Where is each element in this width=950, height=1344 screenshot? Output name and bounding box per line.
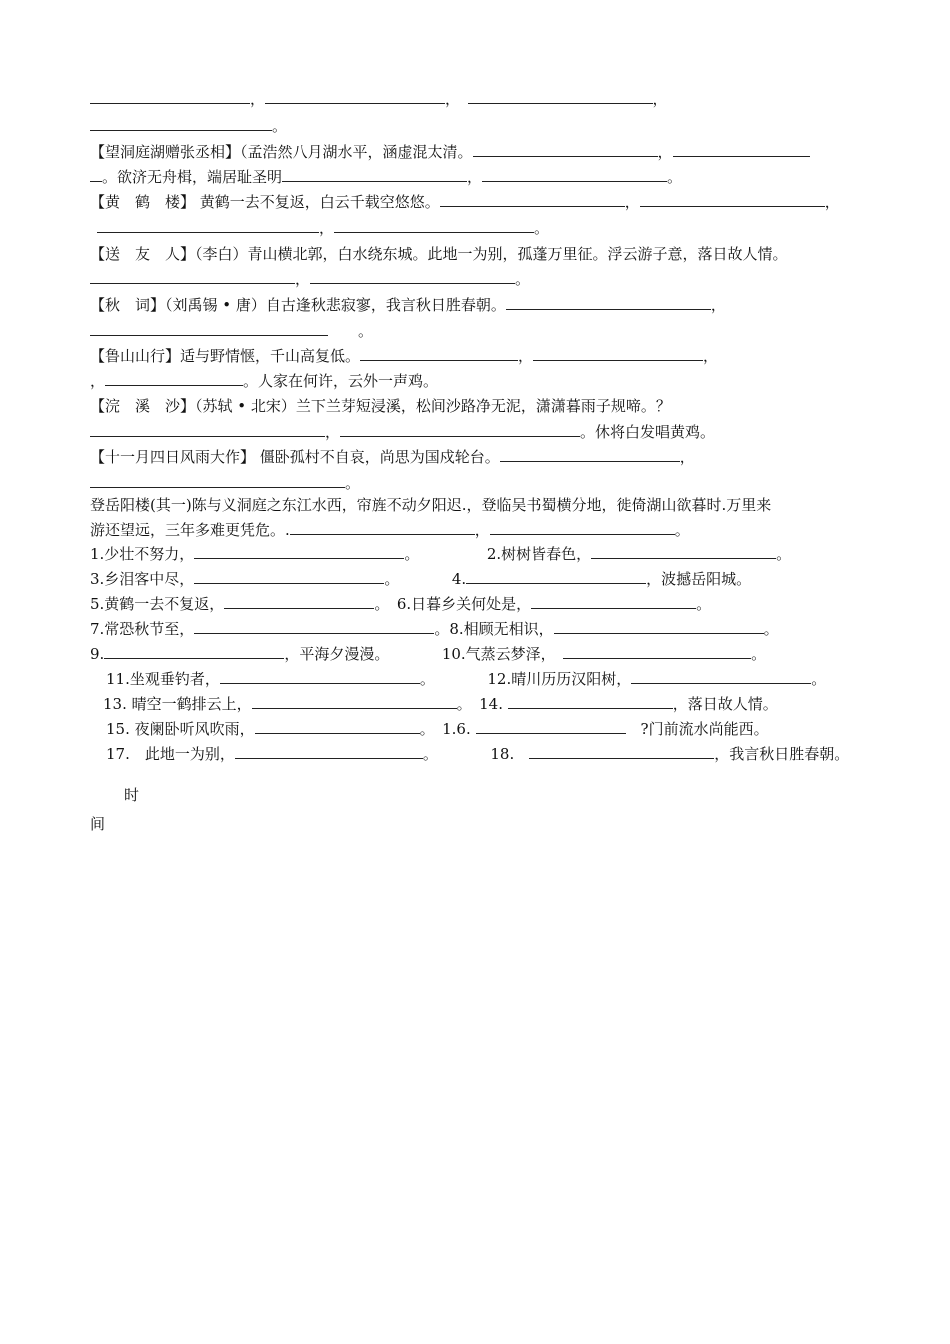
fill-in-blank[interactable] — [194, 544, 404, 559]
line-text: 。 4. — [384, 570, 467, 588]
fill-in-blank[interactable] — [282, 167, 467, 182]
fill-in-blank[interactable] — [340, 422, 580, 437]
line-text: 。 — [674, 521, 690, 539]
fill-in-blank[interactable] — [90, 321, 328, 336]
line-text: ， — [445, 90, 468, 108]
fill-in-blank[interactable] — [529, 744, 714, 759]
line-text: 。 — [345, 474, 361, 492]
line-text: 7.常恐秋节至， — [90, 620, 195, 638]
fill-in-blank[interactable] — [468, 89, 653, 104]
line-text: 9. — [90, 645, 105, 663]
line-text: 13. 晴空一鹤排云上， — [103, 695, 252, 713]
text-line — [106, 744, 849, 764]
line-text: 。人家在何许，云外一声鸡。 — [243, 372, 439, 390]
line-text: 。 — [667, 168, 683, 186]
fill-in-blank[interactable] — [194, 569, 384, 584]
fill-in-blank[interactable] — [490, 520, 675, 535]
fill-in-blank[interactable] — [673, 142, 810, 157]
fill-in-blank[interactable] — [440, 192, 625, 207]
fill-in-blank[interactable] — [255, 719, 420, 734]
line-text: 。 — [515, 270, 531, 288]
line-text: 时 — [124, 786, 140, 804]
line-text: 。 — [811, 670, 827, 688]
text-line — [90, 371, 438, 391]
text-line — [90, 295, 726, 315]
line-text: 。 — [534, 219, 550, 237]
fill-in-blank[interactable] — [97, 218, 319, 233]
fill-in-blank[interactable] — [531, 594, 696, 609]
fill-in-blank[interactable] — [640, 192, 825, 207]
line-text: ?门前流水尚能西。 — [625, 720, 769, 738]
line-text: 【黄 鹤 楼】 黄鹤一去不复返，白云千载空悠悠。 — [90, 193, 440, 211]
text-line — [90, 473, 360, 493]
line-text: 3.乡泪客中尽， — [90, 570, 195, 588]
line-text: ， — [679, 448, 695, 466]
fill-in-blank[interactable] — [220, 669, 420, 684]
line-text: ，波撼岳阳城。 — [646, 570, 752, 588]
text-line — [97, 218, 549, 238]
line-text: ， — [710, 296, 726, 314]
text-line — [103, 694, 778, 714]
fill-in-blank[interactable] — [90, 422, 325, 437]
line-text: ， — [467, 168, 483, 186]
text-line — [90, 142, 810, 162]
line-text: 。 18. — [422, 745, 530, 763]
line-text: 【送 友 人】（李白）青山横北郭，白水绕东城。此地一为别，孤蓬万里征。浮云游子意，落日故人情。 — [90, 245, 788, 263]
line-text: 。 2.树树皆春色， — [404, 545, 592, 563]
text-line — [90, 89, 668, 109]
line-text: ，平海夕漫漫。 10.气蒸云梦泽， — [284, 645, 564, 663]
fill-in-blank[interactable] — [90, 473, 345, 488]
line-text: 11.坐观垂钓者， — [106, 670, 220, 688]
line-text: 【浣 溪 沙】（苏轼 • 北宋）兰下兰芽短浸溪，松间沙路净无泥，潇潇暮雨子规啼。？ — [90, 397, 671, 415]
line-text: 5.黄鹤一去不复返， — [90, 595, 225, 613]
line-text: ， — [250, 90, 266, 108]
fill-in-blank[interactable] — [90, 89, 250, 104]
text-line — [90, 495, 771, 515]
text-line — [90, 192, 840, 212]
line-text: 。 14. — [456, 695, 508, 713]
fill-in-blank[interactable] — [252, 694, 457, 709]
line-text: ，我言秋日胜春朝。 — [714, 745, 850, 763]
line-text: ， — [474, 521, 490, 539]
line-text: ， — [824, 193, 840, 211]
text-line — [90, 544, 791, 564]
text-line — [90, 244, 788, 264]
fill-in-blank[interactable] — [360, 346, 518, 361]
fill-in-blank[interactable] — [194, 619, 434, 634]
text-line — [90, 520, 690, 540]
line-text: 。 12.晴川历历汉阳树， — [419, 670, 632, 688]
line-text: 【十一月四日风雨大作】 僵卧孤村不自哀，尚思为国戍轮台。 — [90, 448, 500, 466]
fill-in-blank[interactable] — [591, 544, 776, 559]
text-line — [90, 619, 779, 639]
fill-in-blank[interactable] — [466, 569, 646, 584]
line-text: 游还望远，三年多难更凭危。. — [90, 521, 290, 539]
fill-in-blank[interactable] — [476, 719, 626, 734]
line-text: 。 — [272, 117, 288, 135]
line-text: ， — [518, 347, 534, 365]
fill-in-blank[interactable] — [105, 371, 243, 386]
fill-in-blank[interactable] — [265, 89, 445, 104]
fill-in-blank[interactable] — [482, 167, 667, 182]
fill-in-blank[interactable] — [290, 520, 475, 535]
line-text: 。 — [763, 620, 779, 638]
line-text: 。欲济无舟楫，端居耻圣明 — [102, 168, 283, 186]
line-text: 15. 夜阑卧听风吹雨， — [106, 720, 255, 738]
fill-in-blank[interactable] — [500, 447, 680, 462]
fill-in-blank[interactable] — [563, 644, 751, 659]
fill-in-blank[interactable] — [310, 269, 515, 284]
line-text: ， — [90, 372, 106, 390]
text-line — [106, 669, 826, 689]
line-text: 。8.相顾无相识， — [434, 620, 554, 638]
text-line — [90, 814, 105, 834]
fill-in-blank[interactable] — [104, 644, 284, 659]
line-text: ， — [703, 347, 719, 365]
text-line — [90, 321, 373, 341]
fill-in-blank[interactable] — [473, 142, 658, 157]
text-line — [90, 116, 287, 136]
line-text: 。 — [696, 595, 712, 613]
line-text: 登岳阳楼(其一)陈与义洞庭之东江水西，帘旌不动夕阳迟.，登临吴书蜀横分地，徙倚湖山欲暮时.万里来 — [90, 496, 772, 514]
line-text: 间 — [90, 815, 106, 833]
text-line — [90, 269, 530, 289]
fill-in-blank[interactable] — [235, 744, 423, 759]
fill-in-blank[interactable] — [90, 167, 102, 182]
fill-in-blank[interactable] — [631, 669, 811, 684]
text-line — [90, 594, 711, 614]
text-line — [90, 422, 715, 442]
line-text: 。 — [328, 322, 374, 340]
line-text: ， — [319, 219, 335, 237]
line-text: 1.少壮不努力， — [90, 545, 195, 563]
line-text: 。 1.6. — [419, 720, 476, 738]
line-text: 17. 此地一为别， — [106, 745, 235, 763]
text-line — [90, 346, 718, 366]
line-text: 【鲁山山行】适与野情惬，千山高复低。 — [90, 347, 361, 365]
line-text: ， — [652, 90, 668, 108]
text-line — [106, 719, 769, 739]
fill-in-blank[interactable] — [554, 619, 764, 634]
fill-in-blank[interactable] — [506, 295, 711, 310]
line-text: ， — [657, 143, 673, 161]
line-text: 【秋 词】（刘禹锡 • 唐）自古逢秋悲寂寥，我言秋日胜春朝。 — [90, 296, 506, 314]
text-line — [90, 569, 751, 589]
fill-in-blank[interactable] — [224, 594, 374, 609]
line-text: ， — [295, 270, 311, 288]
line-text: 。休将白发唱黄鸡。 — [580, 423, 716, 441]
line-text: ，落日故人情。 — [672, 695, 778, 713]
fill-in-blank[interactable] — [90, 116, 272, 131]
fill-in-blank[interactable] — [533, 346, 703, 361]
fill-in-blank[interactable] — [334, 218, 534, 233]
fill-in-blank[interactable] — [90, 269, 295, 284]
line-text: 【望洞庭湖赠张丞相】（孟浩然八月湖水平，涵虚混太清。 — [90, 143, 473, 161]
text-line — [90, 396, 671, 416]
line-text: 。 — [776, 545, 792, 563]
text-line — [90, 644, 766, 664]
line-text: ， — [624, 193, 640, 211]
fill-in-blank[interactable] — [508, 694, 673, 709]
line-text: 。 — [751, 645, 767, 663]
text-line — [124, 785, 139, 805]
text-line — [90, 447, 695, 467]
text-line — [90, 167, 682, 187]
line-text: 。 6.日暮乡关何处是， — [374, 595, 532, 613]
line-text: ， — [325, 423, 341, 441]
